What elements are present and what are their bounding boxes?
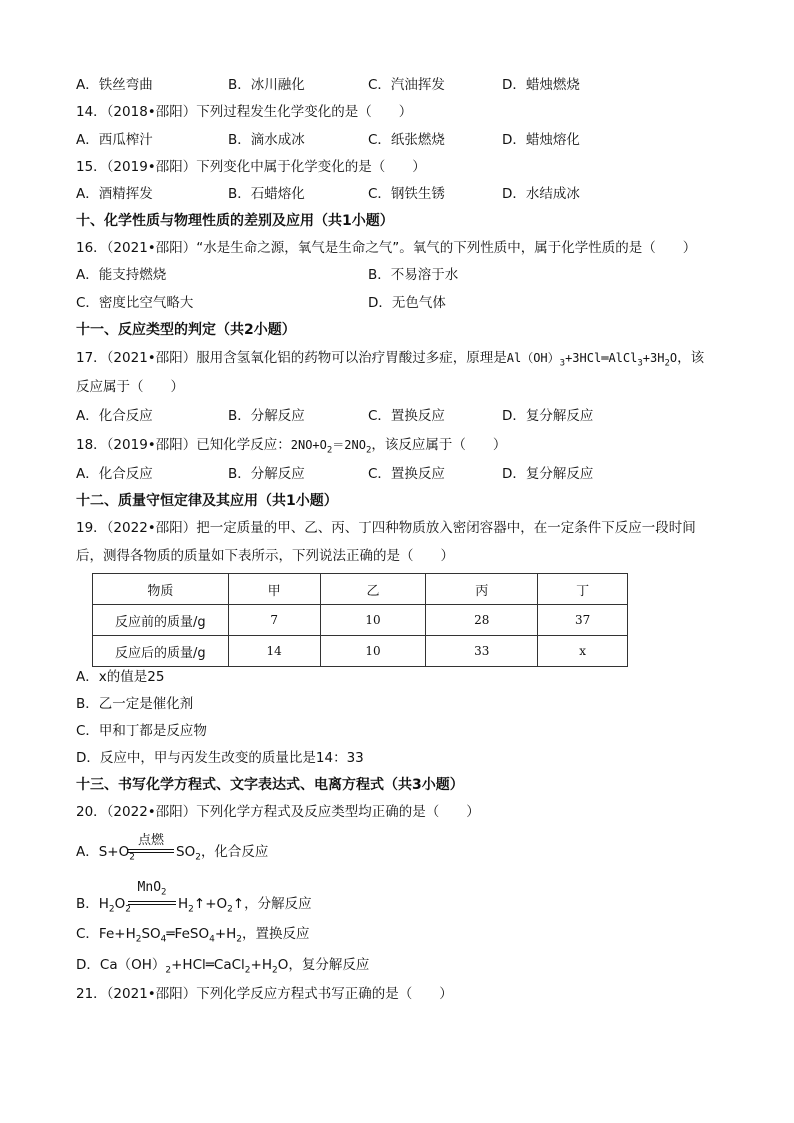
q20-option-a xyxy=(76,842,135,868)
q13-option-d: D．蜡烛燃烧 xyxy=(502,77,580,93)
q20-c-product2: +H xyxy=(214,926,237,942)
q18-stem-text: 18．（2019•邵阳）已知化学反应： xyxy=(76,437,291,453)
q20-b-o: O xyxy=(114,896,126,912)
section-13-heading: 十三、书写化学方程式、文字表达式、电离方程式（共3小题） xyxy=(76,777,464,793)
q20-d-o: O xyxy=(277,957,289,973)
q16-stem: 16．（2021•邵阳）“水是生命之源，氧气是生命之气”。氧气的下列性质中，属于化学性质的是（ ） xyxy=(76,240,697,256)
q15-option-b: B．石蜡熔化 xyxy=(228,186,305,202)
q17-stem xyxy=(76,348,704,373)
q18-stem-tail: ，该反应属于（ ） xyxy=(371,437,507,453)
q18-equation xyxy=(290,438,372,456)
q17-option-c: C．置换反应 xyxy=(368,408,445,424)
table-header-cell: 丙 xyxy=(426,574,538,605)
section-12-heading: 十二、质量守恒定律及其应用（共1小题） xyxy=(76,493,338,509)
q17-equation xyxy=(506,351,678,369)
q20-b-type: ↑，分解反应 xyxy=(232,896,312,912)
table-header-cell: 甲 xyxy=(228,574,320,605)
q17-eq-sub-d: 2 xyxy=(664,358,670,369)
q17-eq-sub-a: 3 xyxy=(559,358,566,369)
table-header-row xyxy=(93,574,628,605)
q14-option-d: D．蜡烛熔化 xyxy=(502,132,580,148)
q20-c-arrow: ═ xyxy=(166,926,175,942)
q14-option-c: C．纸张燃烧 xyxy=(368,132,445,148)
q17-eq-part-c: AlCl xyxy=(608,351,638,365)
q20-d-sub2: 2 xyxy=(244,965,251,976)
q20-option-d xyxy=(76,955,369,981)
table-cell: 28 xyxy=(426,605,538,636)
q17-stem-text: 17．（2021•邵阳）服用含氢氧化铝的药物可以治疗胃酸过多症，原理是 xyxy=(76,350,507,366)
q15-option-a: A．酒精挥发 xyxy=(76,186,153,202)
table-cell: 33 xyxy=(426,636,538,667)
q20-b-equals-bar xyxy=(128,901,176,905)
q17-eq-part-a: Al（OH） xyxy=(506,351,560,365)
q20-a-sub: 2 xyxy=(129,852,135,863)
q16-option-c: C．密度比空气略大 xyxy=(76,295,194,311)
q20-c-reactants: C．Fe+H xyxy=(76,926,136,942)
q20-b-catalyst xyxy=(128,880,176,898)
q20-a-product-formula: SO xyxy=(176,844,196,860)
q18-eq-part-a: 2NO+O xyxy=(290,438,327,452)
table-cell: 反应后的质量/g xyxy=(93,636,229,667)
table-cell: x xyxy=(538,636,628,667)
q20-b-catalyst-formula: MnO xyxy=(137,880,162,895)
table-cell: 7 xyxy=(228,605,320,636)
q17-option-d: D．复分解反应 xyxy=(502,408,594,424)
q20-c-sub1: 2 xyxy=(135,934,142,945)
table-header-cell: 丁 xyxy=(538,574,628,605)
q20-a-reactants: A．S+O xyxy=(76,844,130,860)
q16-option-d: D．无色气体 xyxy=(368,295,446,311)
q20-d-arrow: ═ xyxy=(205,957,214,973)
q20-option-c xyxy=(76,924,310,950)
q19-option-d: D．反应中，甲与丙发生改变的质量比是14：33 xyxy=(76,750,364,766)
q20-d-type: ，复分解反应 xyxy=(288,957,370,973)
q19-stem-line1: 19．（2022•邵阳）把一定质量的甲、乙、丙、丁四种物质放入密闭容器中，在一定条件下反应一段时间 xyxy=(76,520,696,536)
q20-a-type: ，化合反应 xyxy=(200,844,269,860)
q14-option-b: B．滴水成冰 xyxy=(228,132,305,148)
q21-stem: 21．（2021•邵阳）下列化学反应方程式书写正确的是（ ） xyxy=(76,986,453,1002)
q18-option-c: C．置换反应 xyxy=(368,466,445,482)
q13-option-c: C．汽油挥发 xyxy=(368,77,445,93)
q14-option-a: A．西瓜榨汁 xyxy=(76,132,153,148)
q15-option-c: C．钢铁生锈 xyxy=(368,186,445,202)
q19-stem-line2: 后，测得各物质的质量如下表所示，下列说法正确的是（ ） xyxy=(76,548,454,564)
q20-d-product2: +H xyxy=(250,957,272,973)
q20-d-product: CaCl xyxy=(213,957,245,973)
table-cell: 10 xyxy=(320,605,426,636)
table-header-cell: 乙 xyxy=(320,574,426,605)
q20-b-product-sub2: 2 xyxy=(227,904,233,915)
q20-d-sub3: 2 xyxy=(271,965,278,976)
q17-eq-part-b: +3HCl xyxy=(565,351,602,365)
table-cell: 反应前的质量/g xyxy=(93,605,229,636)
q15-option-d: D．水结成冰 xyxy=(502,186,580,202)
q20-c-sub3: 4 xyxy=(209,934,215,945)
q13-option-b: B．冰川融化 xyxy=(228,77,305,93)
q15-stem: 15．（2019•邵阳）下列变化中属于化学变化的是（ ） xyxy=(76,159,426,175)
table-cell: 37 xyxy=(538,605,628,636)
table-row xyxy=(93,605,628,636)
q17-stem-tail: ，该 xyxy=(677,350,705,366)
q20-c-sub4: 2 xyxy=(236,934,243,945)
q17-option-a: A．化合反应 xyxy=(76,408,153,424)
q17-option-b: B．分解反应 xyxy=(228,408,305,424)
q19-option-a: A．x的值是25 xyxy=(76,669,165,685)
q18-eq-part-b: ＝2NO xyxy=(332,438,366,452)
q19-option-c: C．甲和丁都是反应物 xyxy=(76,723,207,739)
q20-d-reactant: D．Ca（OH） xyxy=(76,957,166,973)
table-row xyxy=(93,636,628,667)
q18-eq-sub-b: 2 xyxy=(365,445,372,456)
section-11-heading: 十一、反应类型的判定（共2小题） xyxy=(76,322,296,338)
q20-c-type: ，置换反应 xyxy=(242,926,310,942)
q20-b-product-h: H xyxy=(178,896,189,912)
q18-option-b: B．分解反应 xyxy=(228,466,305,482)
q20-c-sub2: 4 xyxy=(160,934,167,945)
q19-option-b: B．乙一定是催化剂 xyxy=(76,696,194,712)
q16-option-b: B．不易溶于水 xyxy=(368,267,459,283)
q20-c-so: SO xyxy=(141,926,161,942)
table-header-cell: 物质 xyxy=(93,574,229,605)
q20-b-product-o: ↑+O xyxy=(193,896,228,912)
q20-b-reactant: B．H xyxy=(76,896,109,912)
q20-b-sub1: 2 xyxy=(108,904,115,915)
q18-option-a: A．化合反应 xyxy=(76,466,153,482)
table-cell: 14 xyxy=(228,636,320,667)
table-cell: 10 xyxy=(320,636,426,667)
q17-eq-sub-c: 3 xyxy=(637,358,643,369)
q17-stem-line2: 反应属于（ ） xyxy=(76,379,184,395)
q20-a-equals-bar xyxy=(128,849,174,853)
q17-eq-part-d: +3H xyxy=(642,351,665,365)
q13-option-a: A．铁丝弯曲 xyxy=(76,77,153,93)
q20-c-product: FeSO xyxy=(174,926,210,942)
q18-stem xyxy=(76,435,506,460)
q20-d-sub1: 2 xyxy=(165,965,172,976)
q20-a-product xyxy=(176,842,268,868)
q17-eq-arrow: ═ xyxy=(601,351,609,365)
q20-a-condition: 点燃 xyxy=(137,833,164,848)
q20-a-product-sub: 2 xyxy=(195,852,201,863)
q20-b-product-sub: 2 xyxy=(188,904,194,915)
q20-option-b xyxy=(76,894,131,920)
q17-eq-part-e: O xyxy=(669,351,678,365)
q20-stem: 20．（2022•邵阳）下列化学方程式及反应类型均正确的是（ ） xyxy=(76,804,480,820)
q20-d-hcl: +HCl xyxy=(171,957,206,973)
q18-option-d: D．复分解反应 xyxy=(502,466,594,482)
q16-option-a: A．能支持燃烧 xyxy=(76,267,167,283)
q20-b-products xyxy=(178,894,312,920)
q14-stem: 14．（2018•邵阳）下列过程发生化学变化的是（ ） xyxy=(76,104,413,120)
section-10-heading: 十、化学性质与物理性质的差别及应用（共1小题） xyxy=(76,213,394,229)
q20-b-catalyst-sub: 2 xyxy=(161,887,167,898)
q20-b-sub2: 2 xyxy=(125,904,132,915)
q19-mass-table xyxy=(92,573,628,667)
q18-eq-sub-a: 2 xyxy=(326,445,333,456)
